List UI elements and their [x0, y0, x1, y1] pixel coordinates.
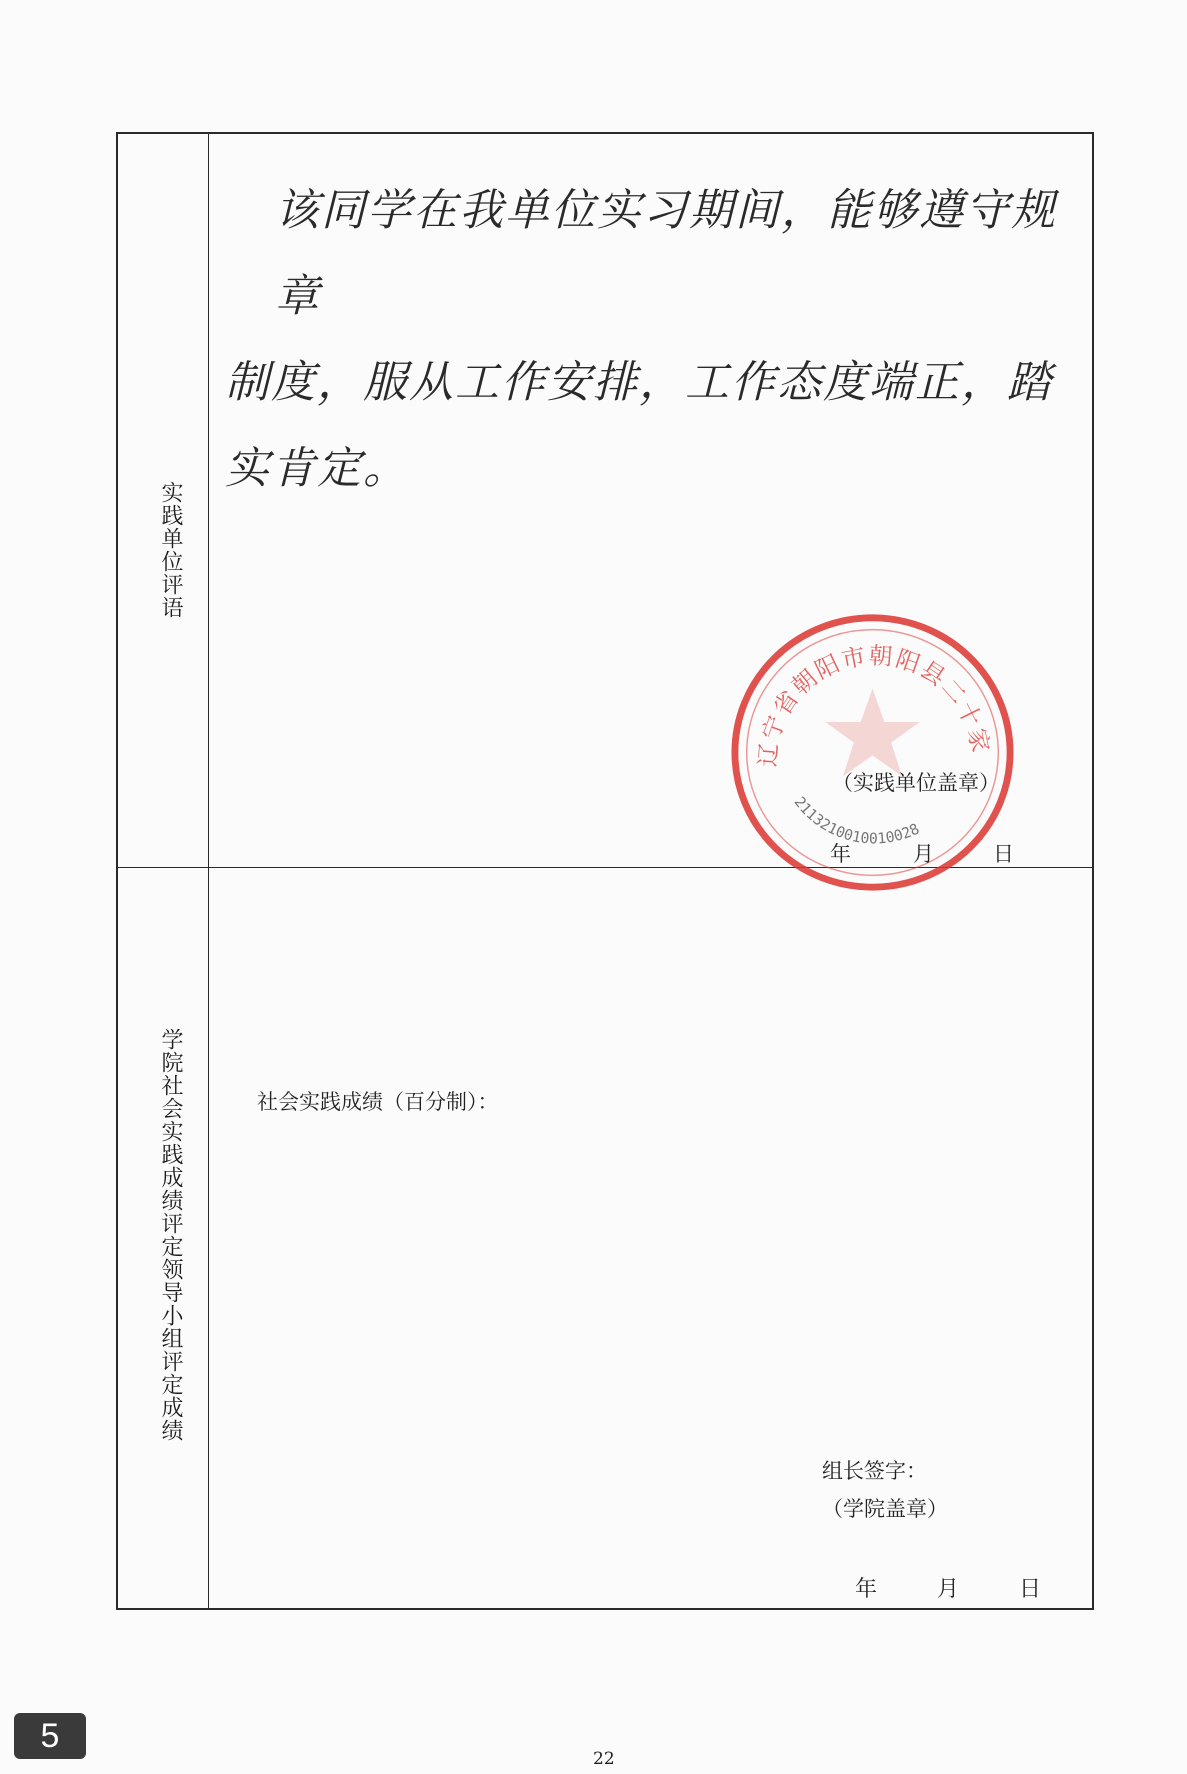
handwritten-comment [225, 168, 1085, 512]
svg-text:2113210010010028 [791, 794, 922, 848]
stamp-code: 2113210010010028 [790, 793, 923, 848]
red-official-stamp [725, 610, 1020, 895]
leader-signature-label: 组长签字： [822, 1459, 927, 1483]
handwritten-line-2: 制度，服从工作安排，工作态度端正，踏实肯定。 [225, 357, 1053, 494]
date-year-1: 年 [830, 842, 851, 866]
score-label: 社会实践成绩（百分制）： [257, 1090, 499, 1114]
handwritten-line-1: 该同学在我单位实习期间，能够遵守规章 [275, 185, 1057, 322]
date-year-2: 年 [855, 1577, 878, 1602]
image-index-badge: 5 [14, 1713, 86, 1759]
date-month-1: 月 [913, 842, 934, 866]
page-number: 22 [593, 1749, 615, 1769]
practice-unit-seal-note: （实践单位盖章） [832, 771, 1000, 795]
date-day-1: 日 [993, 842, 1014, 866]
date-day-2: 日 [1019, 1577, 1042, 1602]
label-practice-unit-comment: 实践单位评语 [158, 481, 183, 619]
stamp-text: 辽宁省朝阳市朝阳县二十家 [753, 641, 996, 768]
column-divider [208, 132, 209, 1610]
label-college-evaluation: 学院社会实践成绩评定领导小组评定成绩 [158, 1028, 183, 1442]
college-seal-note: （学院盖章） [822, 1497, 948, 1521]
date-month-2: 月 [937, 1577, 960, 1602]
